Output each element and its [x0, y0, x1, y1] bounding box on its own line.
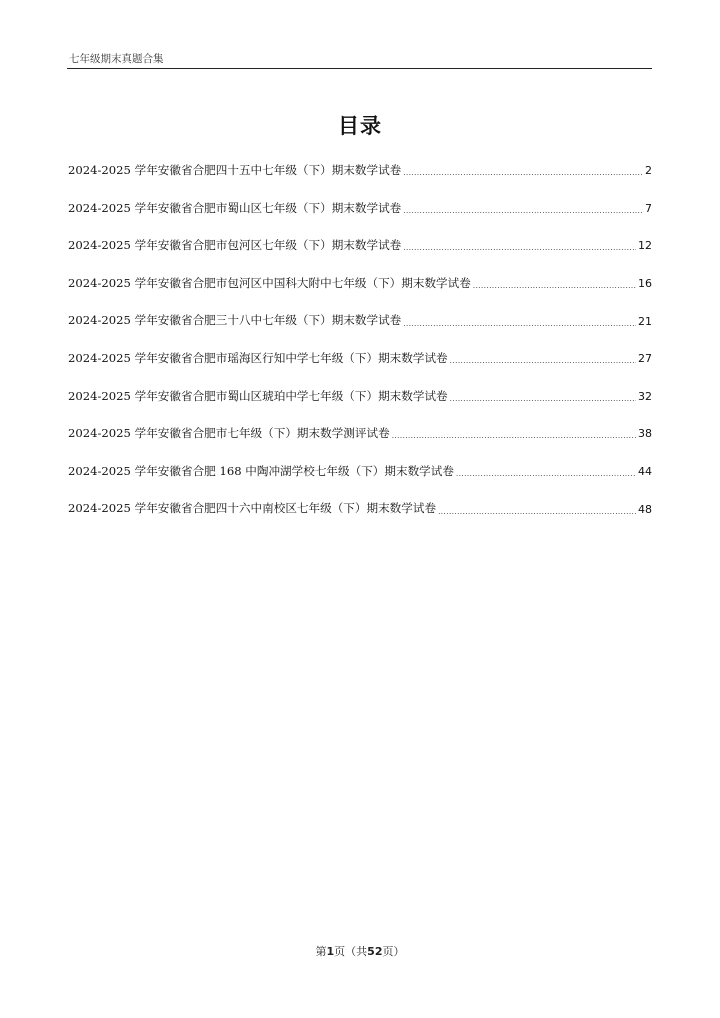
toc-leader-dots [403, 245, 636, 252]
toc-entry-title: 2024-2025 学年安徽省合肥市蜀山区琥珀中学七年级（下）期末数学试卷 [68, 388, 448, 403]
toc-entry-title: 2024-2025 学年安徽省合肥市蜀山区七年级（下）期末数学试卷 [68, 200, 402, 215]
toc-entry[interactable] [68, 340, 652, 378]
toc-entry[interactable] [68, 152, 652, 190]
toc-entry-title: 2024-2025 学年安徽省合肥市瑶海区行知中学七年级（下）期末数学试卷 [68, 350, 448, 365]
toc-entry-title: 2024-2025 学年安徽省合肥四十五中七年级（下）期末数学试卷 [68, 163, 402, 177]
toc-entry-title: 2024-2025 学年安徽省合肥三十八中七年级（下）期末数学试卷 [68, 313, 402, 328]
footer-prefix: 第 [315, 945, 327, 958]
footer-suffix: 页） [382, 945, 405, 958]
toc-entry[interactable] [68, 415, 652, 453]
toc-leader-dots [403, 321, 636, 328]
toc-entry-page: 44 [638, 465, 652, 479]
toc-entry[interactable] [68, 265, 652, 303]
toc-entry-page: 21 [638, 314, 652, 328]
toc-leader-dots [450, 396, 636, 403]
toc-entry[interactable] [68, 490, 652, 528]
toc-leader-dots [438, 509, 636, 516]
toc-entry[interactable] [68, 378, 652, 416]
toc-entry[interactable] [68, 190, 652, 228]
toc-leader-dots [392, 433, 636, 440]
toc-leader-dots [456, 471, 636, 478]
page-footer [0, 943, 720, 959]
footer-total-pages: 52 [367, 945, 383, 958]
toc-entry-title: 2024-2025 学年安徽省合肥市包河区中国科大附中七年级（下）期末数学试卷 [68, 275, 471, 290]
page-header [67, 48, 652, 69]
toc-heading: 目录 [338, 114, 382, 138]
toc-entry-page: 32 [638, 389, 652, 403]
footer-current-page: 1 [326, 945, 335, 958]
table-of-contents [68, 152, 652, 528]
toc-entry-title: 2024-2025 学年安徽省合肥市七年级（下）期末数学测评试卷 [68, 426, 390, 441]
toc-entry-page: 27 [638, 352, 652, 366]
toc-leader-dots [403, 170, 643, 177]
toc-entry[interactable] [68, 227, 652, 265]
header-title: 七年级期末真题合集 [69, 53, 164, 65]
toc-entry-page: 2 [645, 164, 652, 178]
toc-leader-dots [450, 358, 636, 365]
toc-entry-page: 12 [638, 239, 652, 253]
toc-entry-page: 48 [638, 502, 652, 516]
toc-entry-title: 2024-2025 学年安徽省合肥 168 中陶冲湖学校七年级（下）期末数学试卷 [68, 463, 454, 478]
toc-entry-page: 16 [638, 277, 652, 291]
toc-leader-dots [473, 283, 636, 290]
toc-entry-page: 7 [645, 201, 652, 215]
toc-leader-dots [403, 208, 643, 215]
toc-entry-page: 38 [638, 427, 652, 441]
toc-entry-title: 2024-2025 学年安徽省合肥四十六中南校区七年级（下）期末数学试卷 [68, 501, 437, 516]
toc-entry[interactable] [68, 302, 652, 340]
toc-entry-title: 2024-2025 学年安徽省合肥市包河区七年级（下）期末数学试卷 [68, 238, 402, 253]
footer-middle: 页（共 [334, 945, 368, 958]
toc-entry[interactable] [68, 453, 652, 491]
